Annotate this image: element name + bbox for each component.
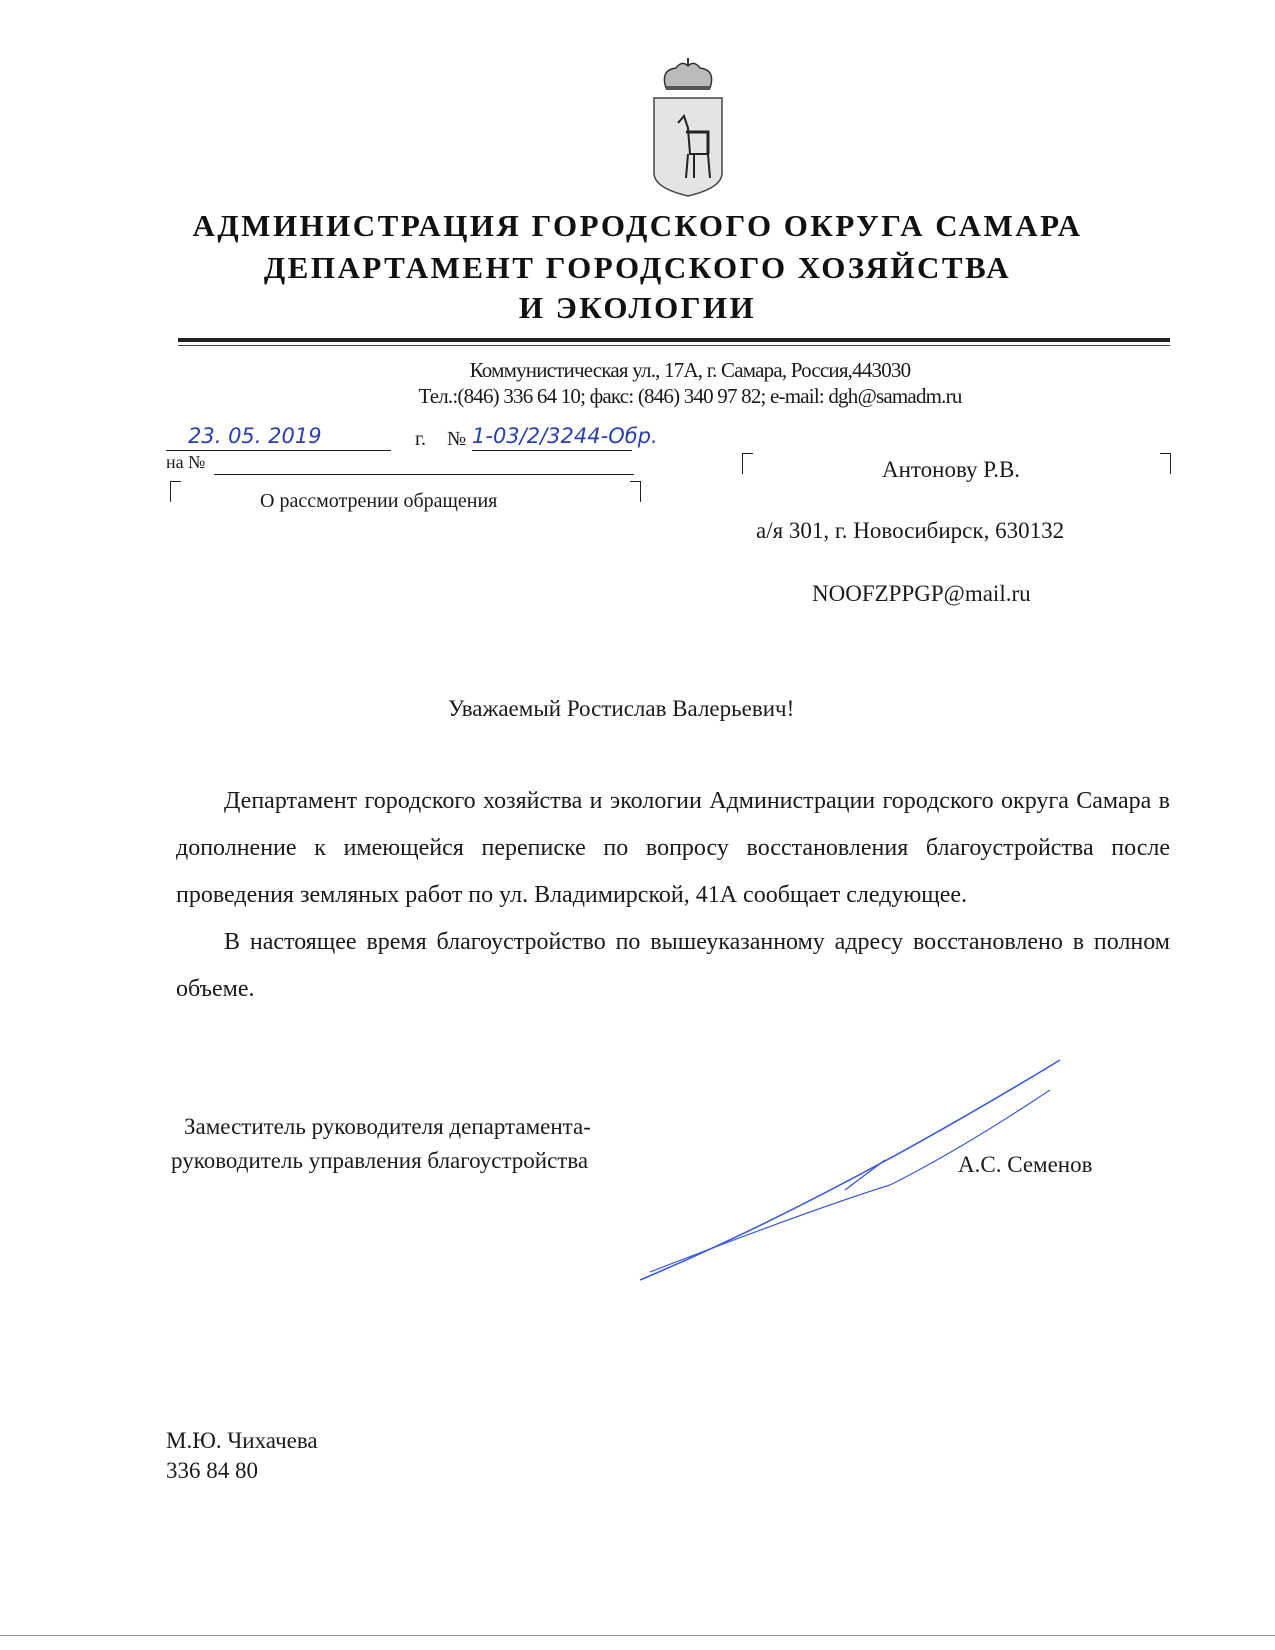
year-suffix: г. <box>415 428 426 450</box>
letter-number: 1-03/2/3244-Обр. <box>472 424 658 448</box>
letter-subject: О рассмотрении обращения <box>260 490 498 512</box>
org-title-line2: ДЕПАРТАМЕНТ ГОРОДСКОГО ХОЗЯЙСТВА <box>263 250 1012 285</box>
coat-of-arms-emblem <box>648 58 728 198</box>
recipient-name: Антонову Р.В. <box>882 457 1021 482</box>
header-divider-thin <box>178 345 1170 346</box>
executor-phone: 336 84 80 <box>166 1458 258 1483</box>
signatory-position-line2: руководитель управления благоустройства <box>171 1148 589 1173</box>
recipient-email: NOOFZPPGP@mail.ru <box>812 581 1031 606</box>
greeting: Уважаемый Ростислав Валерьевич! <box>448 696 795 721</box>
reply-to-field <box>214 474 634 475</box>
body-paragraph: Департамент городского хозяйства и экологии Администрации городского округа Самара в дополнение к имеющейся переписке по вопросу восстановления благоустройства после проведения земляных работ по ул. Владимирской, 41А сообщает следующее. <box>176 788 1170 908</box>
org-title-line3: И ЭКОЛОГИИ <box>518 290 757 325</box>
subject-bracket-right <box>630 481 641 502</box>
letter-body <box>176 778 1170 1013</box>
recipient-address: а/я 301, г. Новосибирск, 630132 <box>756 518 1065 543</box>
executor-name: М.Ю. Чихачева <box>166 1428 318 1453</box>
subject-bracket-left <box>170 481 181 502</box>
reply-to-label: на № <box>166 452 206 472</box>
recipient-bracket-left <box>742 453 753 474</box>
org-address: Коммунистическая ул., 17А, г. Самара, Россия,443030 <box>469 358 911 382</box>
org-title-line1: АДМИНИСТРАЦИЯ ГОРОДСКОГО ОКРУГА САМАРА <box>192 208 1083 243</box>
page-edge-line <box>0 1635 1275 1636</box>
recipient-bracket-right <box>1160 453 1171 474</box>
number-field <box>472 450 632 451</box>
body-paragraph: В настоящее время благоустройство по вышеуказанному адресу восстановлено в полном объеме. <box>176 929 1170 1002</box>
org-phones: Тел.:(846) 336 64 10; факс: (846) 340 97 82; e-mail: dgh@samadm.ru <box>418 384 962 408</box>
date-field <box>166 450 391 451</box>
signatory-position-line1: Заместитель руководителя департамента- <box>184 1114 591 1139</box>
letter-date: 23. 05. 2019 <box>188 424 322 448</box>
handwritten-signature <box>630 1050 1070 1290</box>
header-divider <box>178 338 1170 342</box>
number-label: № <box>447 428 467 450</box>
signatory-name: А.С. Семенов <box>958 1152 1093 1177</box>
